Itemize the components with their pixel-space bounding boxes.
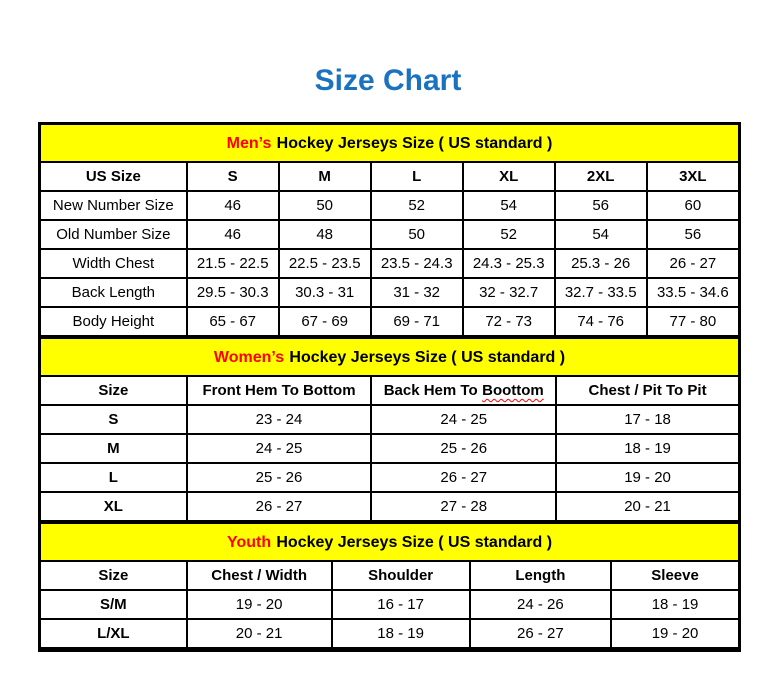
size-value-cell: 24 - 25 [371,405,556,434]
size-value-cell: 52 [371,191,463,220]
column-header: M [279,163,371,191]
size-value-cell: 67 - 69 [279,307,371,336]
size-value-cell: 16 - 17 [332,590,470,619]
size-value-cell: 50 [371,220,463,249]
size-value-cell: 19 - 20 [187,590,332,619]
size-value-cell: 60 [647,191,738,220]
table-row [41,619,738,648]
table-row [41,405,738,434]
size-value-cell: 26 - 27 [187,492,372,521]
table-row [41,278,738,307]
size-value-cell: 65 - 67 [187,307,279,336]
column-header: 3XL [647,163,738,191]
column-header: Length [470,562,611,590]
size-value-cell: 20 - 21 [556,492,738,521]
row-label: Old Number Size [41,220,187,249]
youth-section-heading [41,522,738,562]
column-header: Size [41,562,187,590]
misspelled-word: Boottom [482,382,544,399]
size-value-cell: 25 - 26 [187,463,372,492]
size-value-cell: 20 - 21 [187,619,332,648]
size-value-cell: 18 - 19 [556,434,738,463]
row-label: M [41,434,187,463]
size-value-cell: 50 [279,191,371,220]
row-label: Back Length [41,278,187,307]
column-header: US Size [41,163,187,191]
womens-size-table [41,377,738,522]
size-value-cell: 29.5 - 30.3 [187,278,279,307]
mens-size-table [41,163,738,337]
size-value-cell: 25.3 - 26 [555,249,647,278]
column-header: XL [463,163,555,191]
youth-heading-rest: Hockey Jerseys Size ( US standard ) [276,534,553,551]
youth-heading-highlight: Youth [226,534,272,551]
womens-header-row [41,377,738,405]
table-row [41,463,738,492]
size-value-cell: 32.7 - 33.5 [555,278,647,307]
size-value-cell: 77 - 80 [647,307,738,336]
size-value-cell: 33.5 - 34.6 [647,278,738,307]
table-row [41,434,738,463]
size-value-cell: 31 - 32 [371,278,463,307]
back-hem-label: Back Hem To [383,382,478,399]
row-label: Body Height [41,307,187,336]
size-value-cell: 52 [463,220,555,249]
column-header: Chest / Pit To Pit [556,377,738,405]
mens-heading-highlight: Men’s [226,135,272,152]
size-value-cell: 46 [187,220,279,249]
size-value-cell: 56 [647,220,738,249]
size-value-cell: 25 - 26 [371,434,556,463]
youth-header-row [41,562,738,590]
size-value-cell: 30.3 - 31 [279,278,371,307]
size-value-cell: 22.5 - 23.5 [279,249,371,278]
size-value-cell: 18 - 19 [611,590,738,619]
column-header [371,377,556,405]
size-value-cell: 74 - 76 [555,307,647,336]
row-label: Width Chest [41,249,187,278]
womens-heading-highlight: Women’s [213,349,285,366]
table-row [41,191,738,220]
size-value-cell: 54 [463,191,555,220]
size-value-cell: 69 - 71 [371,307,463,336]
size-value-cell: 26 - 27 [647,249,738,278]
mens-heading-rest: Hockey Jerseys Size ( US standard ) [276,135,553,152]
size-value-cell: 24.3 - 25.3 [463,249,555,278]
table-row [41,590,738,619]
size-value-cell: 56 [555,191,647,220]
size-value-cell: 23.5 - 24.3 [371,249,463,278]
column-header: Sleeve [611,562,738,590]
size-value-cell: 17 - 18 [556,405,738,434]
row-label: L/XL [41,619,187,648]
womens-section-heading [41,337,738,377]
size-chart-table-group [38,122,741,652]
row-label: XL [41,492,187,521]
size-value-cell: 24 - 26 [470,590,611,619]
size-value-cell: 21.5 - 22.5 [187,249,279,278]
mens-header-row [41,163,738,191]
mens-section-heading [41,125,738,163]
size-value-cell: 27 - 28 [371,492,556,521]
column-header: Size [41,377,187,405]
row-label: L [41,463,187,492]
column-header: 2XL [555,163,647,191]
size-value-cell: 54 [555,220,647,249]
size-value-cell: 72 - 73 [463,307,555,336]
column-header: Front Hem To Bottom [187,377,372,405]
column-header: S [187,163,279,191]
size-value-cell: 24 - 25 [187,434,372,463]
table-row [41,249,738,278]
size-value-cell: 46 [187,191,279,220]
column-header: Shoulder [332,562,470,590]
column-header: L [371,163,463,191]
row-label: New Number Size [41,191,187,220]
table-row [41,492,738,521]
size-value-cell: 19 - 20 [611,619,738,648]
size-value-cell: 19 - 20 [556,463,738,492]
size-value-cell: 18 - 19 [332,619,470,648]
size-value-cell: 48 [279,220,371,249]
size-value-cell: 23 - 24 [187,405,372,434]
womens-heading-rest: Hockey Jerseys Size ( US standard ) [289,349,566,366]
size-value-cell: 32 - 32.7 [463,278,555,307]
row-label: S/M [41,590,187,619]
table-row [41,220,738,249]
size-value-cell: 26 - 27 [371,463,556,492]
size-value-cell: 26 - 27 [470,619,611,648]
youth-size-table [41,562,738,649]
column-header: Chest / Width [187,562,332,590]
page-title: Size Chart [314,64,462,97]
table-row [41,307,738,336]
row-label: S [41,405,187,434]
